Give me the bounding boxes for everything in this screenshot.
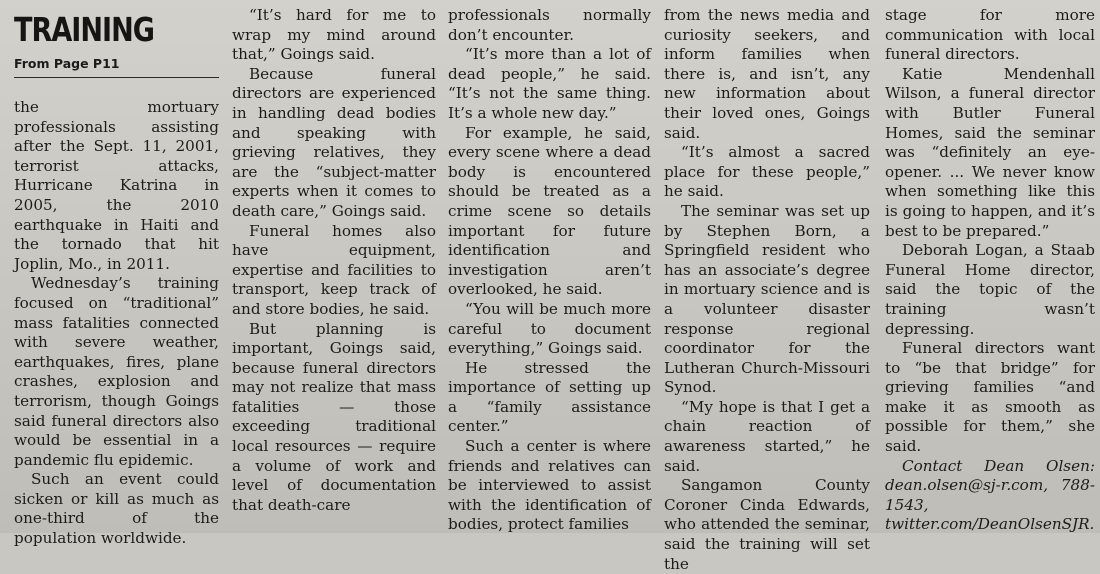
continued-from-label: From Page P11: [14, 56, 120, 71]
paragraph: Such an event could sicken or kill as much as one-third of the population worldwide.: [14, 470, 219, 548]
paragraph: Wednesday’s training focused on “traditional” mass fatalities connected with severe weather, earthquakes, fires, plane crashes, explosion and terrorism, though Goings said funeral directors also would be essential in a pandemic flu epidemic.: [14, 274, 219, 469]
paragraph: Katie Mendenhall Wilson, a funeral director with Butler Funeral Homes, said the seminar was “definitely an eye-opener. ... We never know when something like this is going to happen, and it’s best to be prepared.”: [885, 64, 1095, 240]
paragraph: Deborah Logan, a Staab Funeral Home director, said the topic of the training wasn’t depressing.: [885, 241, 1095, 338]
paragraph: The seminar was set up by Stephen Born, a Springfield resident who has an associate’s degree in mortuary science and is a volunteer disaster response regional coordinator for the Lutheran Church-Missouri Synod.: [664, 201, 870, 397]
paragraph: “It’s more than a lot of dead people,” he said. “It’s not the same thing. It’s a whole new day.”: [448, 45, 651, 122]
paragraph: Because funeral directors are experienced in handling dead bodies and speaking with grieving relatives, they are the “subject-matter experts when it comes to death care,” Goings said.: [232, 64, 436, 220]
section-header: [14, 8, 219, 78]
paragraph: Sangamon County Coroner Cinda Edwards, who attended the seminar, said the training will set the: [664, 476, 870, 573]
paragraph: professionals normally don’t encounter.: [448, 6, 651, 44]
paragraph: Such a center is where friends and relatives can be interviewed to assist with the identification of bodies, protect families: [448, 437, 651, 534]
section-title: TRAINING: [14, 10, 155, 49]
paragraph: Funeral homes also have equipment, expertise and facilities to transport, keep track of and store bodies, he said.: [232, 221, 436, 318]
paragraph: “It’s hard for me to wrap my mind around that,” Goings said.: [232, 6, 436, 64]
paragraph: For example, he said, every scene where a dead body is encountered should be treated as a crime scene so details important for future identification and investigation aren’t overlooked, he said.: [448, 123, 651, 299]
paragraph: the mortuary professionals assisting after the Sept. 11, 2001, terrorist attacks, Hurricane Katrina in 2005, the 2010 earthquake in Haiti and the tornado that hit Joplin, Mo., in 2011.: [14, 98, 219, 273]
article-column-2: [232, 6, 436, 515]
article-column-1: [14, 98, 219, 549]
paragraph: stage for more communication with local funeral directors.: [885, 6, 1095, 64]
article-column-4: [664, 6, 870, 574]
paragraph: “It’s almost a sacred place for these people,” he said.: [664, 143, 870, 201]
paragraph: “My hope is that I get a chain reaction of awareness started,” he said.: [664, 397, 870, 475]
paragraph: But planning is important, Goings said, because funeral directors may not realize that mass fatalities — those exceeding traditional local resources — require a volume of work and level of documentation that death-care: [232, 319, 436, 514]
paragraph: He stressed the importance of setting up a “family assistance center.”: [448, 358, 651, 436]
paragraph: Funeral directors want to “be that bridge” for grieving families “and make it as smooth as possible for them,” she said.: [885, 339, 1095, 456]
paragraph: from the news media and curiosity seekers, and inform families when there is, and isn’t, any new information about their loved ones, Goings said.: [664, 6, 870, 142]
paragraph: “You will be much more careful to document everything,” Goings said.: [448, 299, 651, 358]
article-column-5: [885, 6, 1095, 535]
article-column-3: [448, 6, 651, 535]
header-rule: [14, 77, 219, 78]
author-contact: Contact Dean Olsen: dean.olsen@sj-r.com, 788-1543, twitter.com/DeanOlsenSJR.: [885, 456, 1095, 534]
